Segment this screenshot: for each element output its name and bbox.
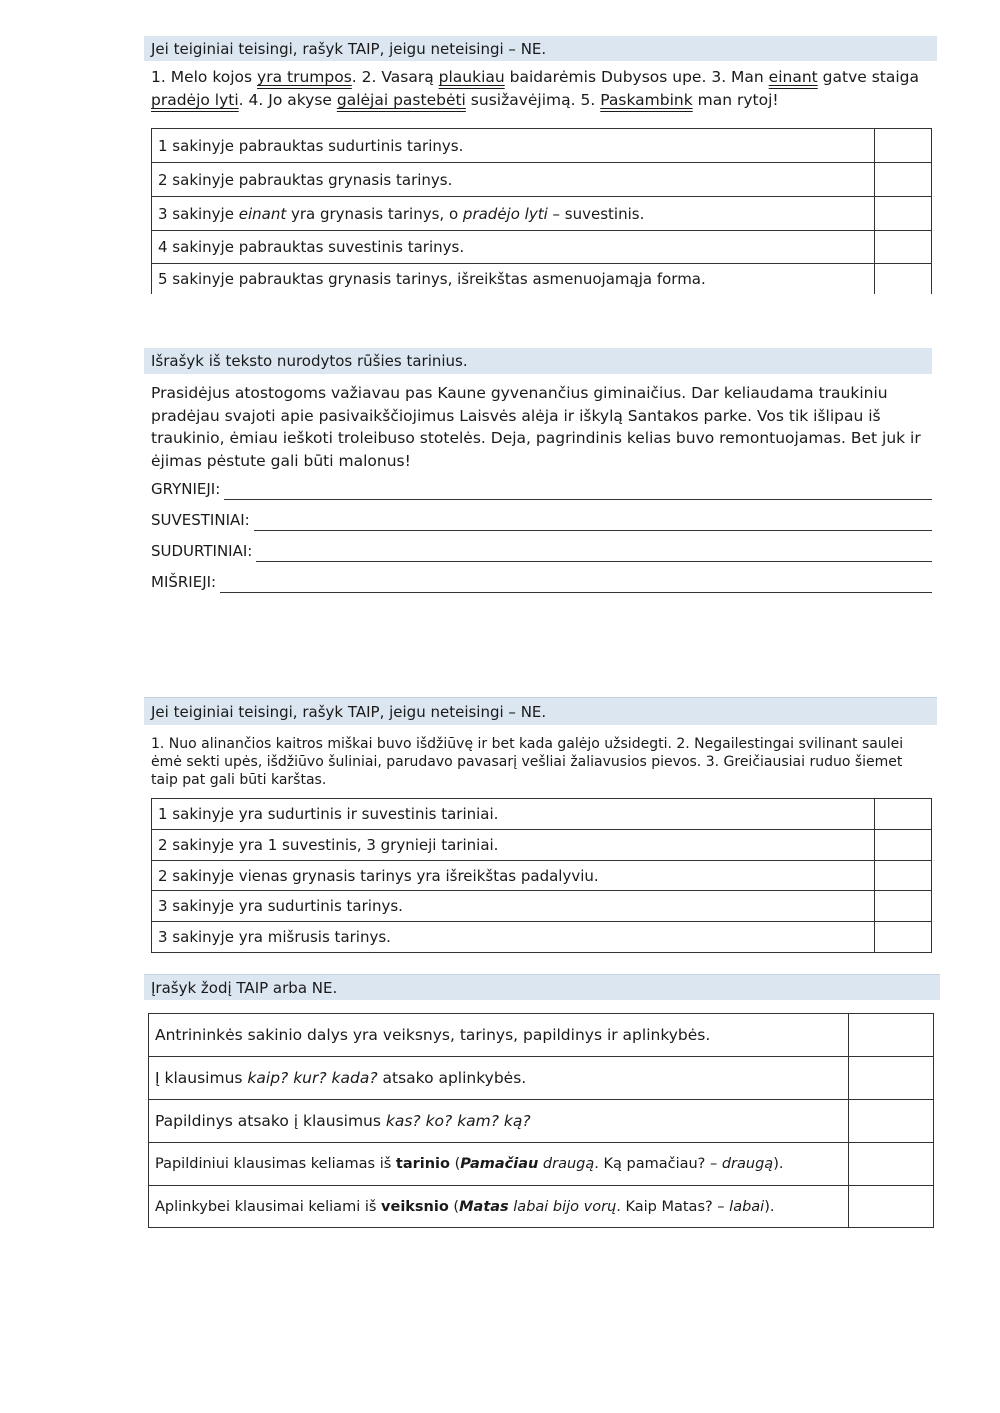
answer-input[interactable] <box>849 1156 933 1173</box>
section4-header <box>144 974 940 1000</box>
table-row <box>152 197 932 231</box>
statement-text: Papildiniui klausimas keliamas iš <box>155 1156 396 1172</box>
statement-bold-italic: Pamačiau <box>460 1156 539 1172</box>
answer-input[interactable] <box>875 138 931 155</box>
answer-input[interactable] <box>875 929 931 946</box>
answer-input[interactable] <box>875 806 931 823</box>
sentence-text: . 2. Vasarą <box>351 68 439 86</box>
sudurtiniai-input[interactable] <box>271 537 935 559</box>
table-row <box>149 1057 934 1100</box>
sentence-text: man rytoj! <box>692 91 779 109</box>
answer-line <box>256 560 932 562</box>
fill-label: MIŠRIEJI: <box>151 573 217 591</box>
fill-line-suvestiniai <box>151 507 932 529</box>
section4-statement-table <box>148 1013 934 1228</box>
fill-line-sudurtiniai <box>151 538 932 560</box>
statement-cell <box>152 264 875 294</box>
section4-header-text: Įrašyk žodį TAIP arba NE. <box>151 978 338 997</box>
fill-label: GRYNIEJI: <box>151 480 221 498</box>
sentence-text: susižavėjimą. 5. <box>465 91 601 109</box>
statement-bold: veiksnio <box>381 1198 449 1215</box>
answer-input[interactable] <box>875 898 931 915</box>
answer-cell[interactable] <box>875 891 932 922</box>
statement-cell <box>149 1100 849 1143</box>
suvestiniai-input[interactable] <box>266 506 935 528</box>
statement-text: atsako aplinkybės. <box>377 1069 527 1087</box>
answer-line <box>224 498 932 500</box>
table-row <box>152 830 932 861</box>
underlined-predicate: galėjai pastebėti <box>336 91 466 109</box>
statement-text: ( <box>448 1198 460 1215</box>
answer-cell[interactable] <box>849 1100 934 1143</box>
statement-text: 4 sakinyje pabrauktas suvestinis tarinys. <box>158 238 465 256</box>
table-row <box>149 1186 934 1228</box>
statement-cell <box>149 1143 849 1186</box>
section1-statement-table <box>151 128 932 294</box>
statement-text: Aplinkybei klausimai keliami iš <box>155 1198 382 1215</box>
answer-line <box>254 529 932 531</box>
statement-cell <box>149 1014 849 1057</box>
fill-label: SUDURTINIAI: <box>151 542 253 560</box>
sentence-text: baidarėmis Dubysos upe. 3. Man <box>504 68 769 86</box>
answer-cell[interactable] <box>875 231 932 264</box>
table-row <box>152 163 932 197</box>
section1-header-text: Jei teiginiai teisingi, rašyk TAIP, jeigu neteisingi – NE. <box>151 39 547 58</box>
statement-text: 2 sakinyje pabrauktas grynasis tarinys. <box>158 170 453 189</box>
statement-bold-italic: Matas <box>459 1198 509 1215</box>
answer-input[interactable] <box>849 1199 933 1216</box>
statement-text: . Ką pamačiau? – <box>594 1156 722 1172</box>
answer-input[interactable] <box>849 1070 933 1087</box>
section3-header-text: Jei teiginiai teisingi, rašyk TAIP, jeigu neteisingi – NE. <box>151 702 547 721</box>
statement-text: 3 sakinyje yra sudurtinis tarinys. <box>158 897 403 915</box>
answer-input[interactable] <box>875 239 931 256</box>
statement-italic: kas? ko? kam? ką? <box>385 1112 531 1130</box>
answer-cell[interactable] <box>875 129 932 163</box>
statement-text: – suvestinis. <box>547 204 645 223</box>
statement-italic: einant <box>238 204 287 223</box>
section1-sentences <box>151 66 937 112</box>
table-row <box>152 129 932 163</box>
grynieji-input[interactable] <box>241 475 935 497</box>
statement-text: Antrininkės sakinio dalys yra veiksnys, tarinys, papildinys ir aplinkybės. <box>155 1026 711 1044</box>
statement-italic: draugą <box>721 1156 774 1172</box>
statement-cell <box>152 163 875 197</box>
statement-cell <box>152 861 875 891</box>
answer-input[interactable] <box>875 271 931 288</box>
section2-header <box>144 348 932 374</box>
statement-italic: draugą <box>538 1156 595 1172</box>
answer-input[interactable] <box>875 837 931 854</box>
sentence-text: . 4. Jo akyse <box>238 91 337 109</box>
statement-text: 2 sakinyje vienas grynasis tarinys yra išreikštas padalyviu. <box>158 866 599 885</box>
sentence-text: gatve staiga <box>817 68 920 86</box>
statement-italic: labai <box>729 1198 765 1215</box>
statement-cell <box>149 1186 849 1228</box>
answer-cell[interactable] <box>849 1186 934 1228</box>
statement-cell <box>152 922 875 953</box>
table-row <box>152 922 932 953</box>
answer-cell[interactable] <box>875 830 932 861</box>
sentence-text: 1. Nuo alinančios kaitros miškai buvo išdžiūvę ir bet kada galėjo užsidegti. 2. Negailestingai svilinant saulei ėmė sekti upės, išdžiūvo šuliniai, parudavo pavasarį vešliai žaliavusios pievos. 3. Greičiausiai ruduo šiemet taip pat gali būti karštas. <box>151 736 904 788</box>
section3-sentences <box>151 735 932 789</box>
statement-text: 2 sakinyje yra 1 suvestinis, 3 grynieji tariniai. <box>158 836 499 854</box>
answer-cell[interactable] <box>849 1014 934 1057</box>
section2-paragraph <box>151 382 932 472</box>
answer-cell[interactable] <box>875 861 932 891</box>
section1-header <box>144 36 937 61</box>
answer-cell[interactable] <box>875 163 932 197</box>
answer-input[interactable] <box>875 206 931 223</box>
sentence-text: 1. Melo kojos <box>151 68 258 86</box>
answer-cell[interactable] <box>875 922 932 953</box>
paragraph-text: Prasidėjus atostogoms važiavau pas Kaune gyvenančius giminaičius. Dar keliaudama traukiniu pradėjau svajoti apie pasivaikščiojimus Laisvės alėja ir iškylą Santakos parke. Vos tik išlipau iš traukinio, ėmiau ieškoti troleibuso stotelės. Deja, pagrindinis kelias buvo remontuojamas. Bet juk ir ėjimas pėstute gali būti malonus! <box>151 384 921 470</box>
table-row <box>152 264 932 294</box>
answer-input[interactable] <box>849 1113 933 1130</box>
underlined-predicate: pradėjo lyti <box>151 91 239 109</box>
statement-bold: tarinio <box>395 1156 450 1172</box>
fill-label: SUVESTINIAI: <box>151 511 250 529</box>
table-row <box>152 891 932 922</box>
statement-cell <box>152 231 875 264</box>
statement-text: . Kaip Matas? – <box>616 1198 730 1215</box>
statement-text: 3 sakinyje yra mišrusis tarinys. <box>158 928 391 946</box>
underlined-predicate: plaukiau <box>438 68 505 86</box>
underlined-predicate: yra trumpos <box>257 68 352 86</box>
section3-header <box>144 697 937 725</box>
statement-text: Papildinys atsako į klausimus <box>155 1112 386 1130</box>
answer-cell[interactable] <box>875 799 932 830</box>
statement-cell <box>152 891 875 922</box>
statement-italic: labai bijo vorų <box>508 1198 617 1215</box>
answer-line <box>220 591 932 593</box>
answer-input[interactable] <box>875 868 931 885</box>
statement-italic: kaip? kur? kada? <box>247 1069 378 1087</box>
statement-cell <box>149 1057 849 1100</box>
section3-statement-table <box>151 798 932 953</box>
table-row <box>152 799 932 830</box>
table-row <box>149 1014 934 1057</box>
underlined-predicate: Paskambink <box>600 91 693 109</box>
answer-cell[interactable] <box>849 1143 934 1186</box>
answer-cell[interactable] <box>875 264 932 294</box>
statement-cell <box>152 197 875 231</box>
fill-line-misrieji <box>151 569 932 591</box>
table-row <box>152 861 932 891</box>
statement-text: 5 sakinyje pabrauktas grynasis tarinys, išreikštas asmenuojamąja forma. <box>158 269 706 288</box>
statement-text: ). <box>773 1156 784 1172</box>
answer-input[interactable] <box>875 172 931 189</box>
table-row <box>149 1143 934 1186</box>
misrieji-input[interactable] <box>236 568 935 590</box>
statement-text: Į klausimus <box>155 1069 248 1087</box>
underlined-predicate: einant <box>768 68 818 86</box>
statement-cell <box>152 129 875 163</box>
statement-cell <box>152 799 875 830</box>
statement-cell <box>152 830 875 861</box>
section2-header-text: Išrašyk iš teksto nurodytos rūšies tarinius. <box>151 352 468 370</box>
answer-cell[interactable] <box>849 1057 934 1100</box>
statement-text: ( <box>449 1156 461 1172</box>
statement-text: 3 sakinyje <box>158 204 239 223</box>
table-row <box>152 231 932 264</box>
statement-text: 1 sakinyje yra sudurtinis ir suvestinis tariniai. <box>158 805 499 823</box>
statement-italic: pradėjo lyti <box>462 204 548 223</box>
statement-text: ). <box>764 1198 775 1215</box>
answer-input[interactable] <box>849 1027 933 1044</box>
statement-text: yra grynasis tarinys, o <box>286 204 463 223</box>
table-row <box>149 1100 934 1143</box>
fill-line-grynieji <box>151 476 932 498</box>
answer-cell[interactable] <box>875 197 932 231</box>
statement-text: 1 sakinyje pabrauktas sudurtinis tarinys. <box>158 136 464 155</box>
